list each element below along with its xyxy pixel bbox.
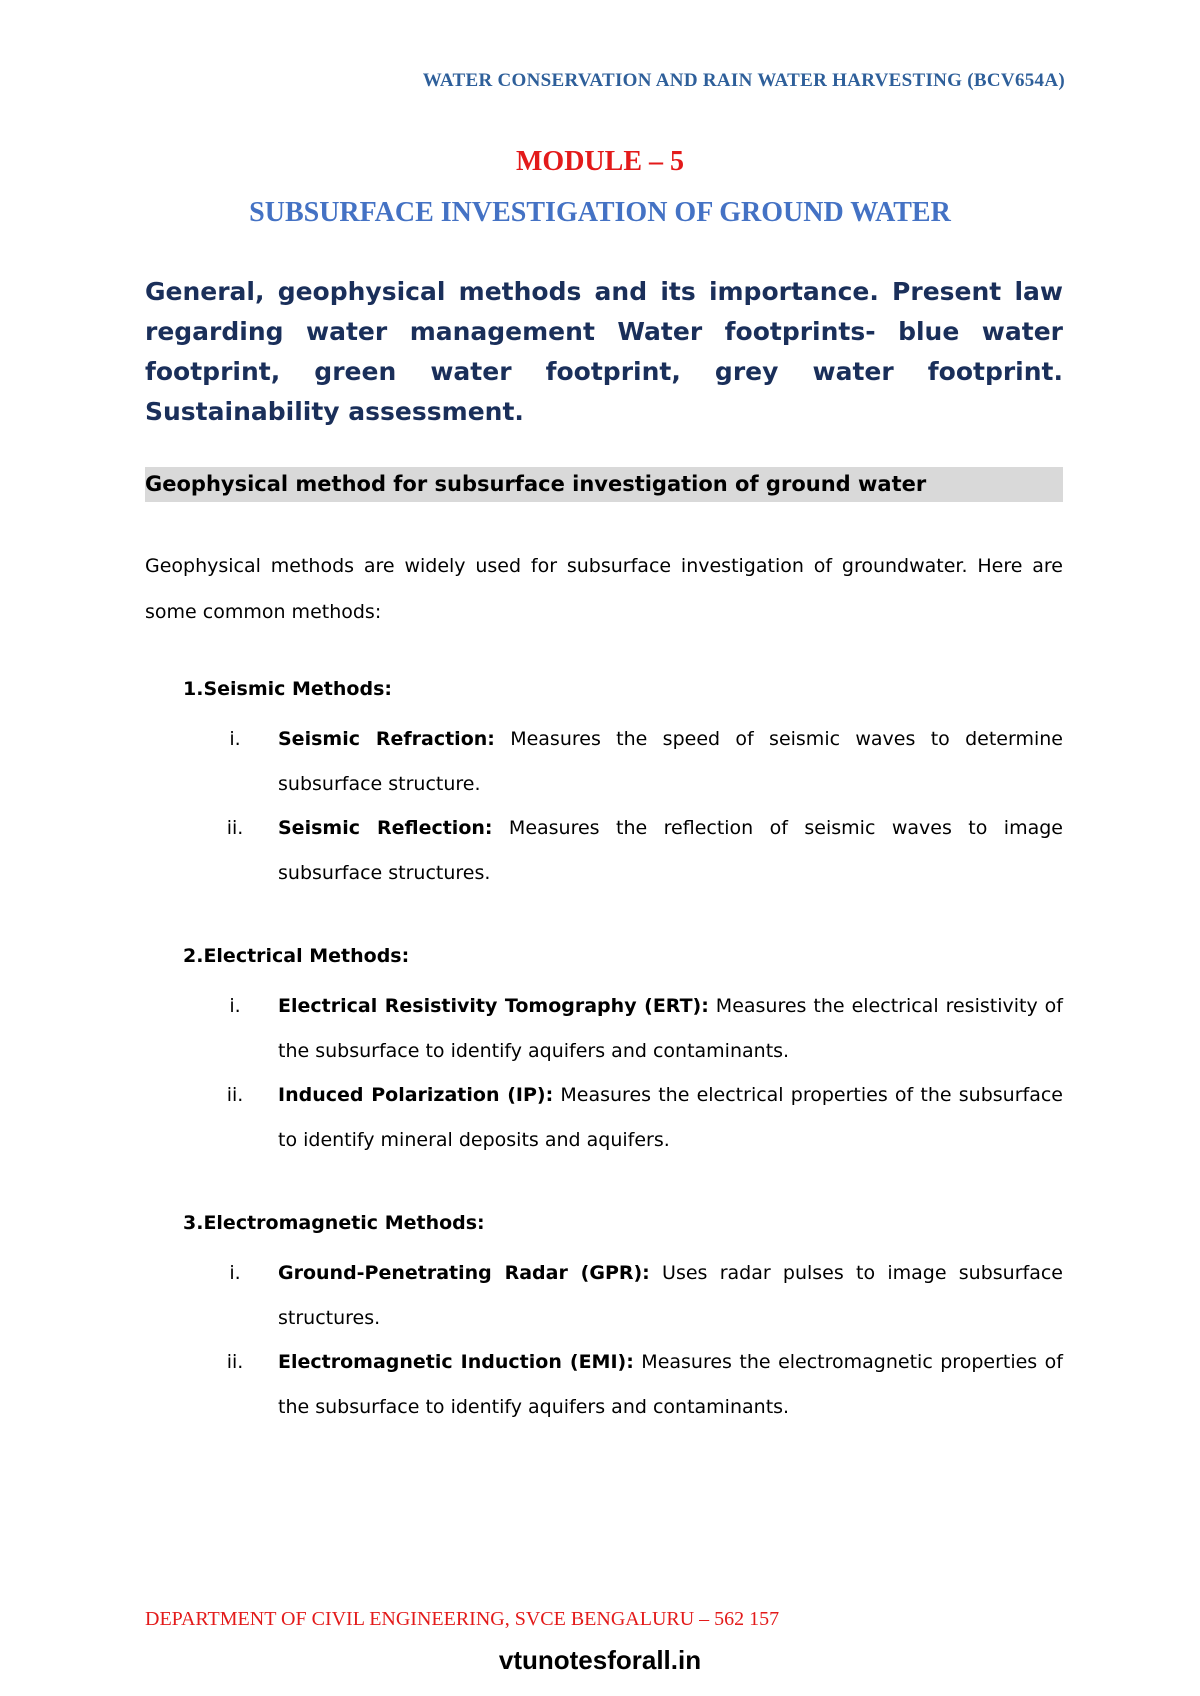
intro-paragraph: Geophysical methods are widely used for subsurface investigation of groundwater. Here are some common methods: bbox=[145, 555, 1063, 623]
item-description: Measures the electrical resistivity of the subsurface to identify aquifers and contaminants. bbox=[278, 995, 1063, 1062]
item-number: i. bbox=[229, 995, 241, 1017]
item-term: Ground-Penetrating Radar (GPR): bbox=[278, 1262, 650, 1284]
site-watermark: vtunotesforall.in bbox=[498, 1645, 702, 1675]
group-title-electromagnetic: 3.Electromagnetic Methods: bbox=[183, 1212, 485, 1234]
item-description: Measures the speed of seismic waves to determine subsurface structure. bbox=[278, 728, 1063, 795]
list-item bbox=[215, 984, 1063, 1074]
list-item bbox=[215, 1073, 1063, 1163]
item-number: i. bbox=[229, 1262, 241, 1284]
item-term: Seismic Reflection: bbox=[278, 817, 493, 839]
group-title-seismic: 1.Seismic Methods: bbox=[183, 678, 392, 700]
module-title: MODULE – 5 bbox=[516, 146, 684, 177]
item-description: Measures the electrical properties of the subsurface to identify mineral deposits and aquifers. bbox=[278, 1084, 1063, 1151]
item-term: Induced Polarization (IP): bbox=[278, 1084, 554, 1106]
page-footer: DEPARTMENT OF CIVIL ENGINEERING, SVCE BENGALURU – 562 157 bbox=[145, 1608, 780, 1630]
module-subtitle: SUBSURFACE INVESTIGATION OF GROUND WATER bbox=[249, 197, 951, 228]
list-item bbox=[215, 1251, 1063, 1341]
item-number: ii. bbox=[226, 1084, 244, 1106]
section-heading: Geophysical method for subsurface investigation of ground water bbox=[145, 472, 927, 496]
item-term: Electromagnetic Induction (EMI): bbox=[278, 1351, 634, 1373]
list-item bbox=[215, 717, 1063, 807]
item-term: Seismic Refraction: bbox=[278, 728, 495, 750]
module-summary: General, geophysical methods and its importance. Present law regarding water management Water footprints- blue water footprint, green water footprint, grey water footprint. Sustainability assessment. bbox=[145, 277, 1063, 426]
item-term: Electrical Resistivity Tomography (ERT): bbox=[278, 995, 709, 1017]
item-number: i. bbox=[229, 728, 241, 750]
group-title-electrical: 2.Electrical Methods: bbox=[183, 945, 410, 967]
item-number: ii. bbox=[226, 817, 244, 839]
list-item bbox=[215, 806, 1063, 896]
running-header: WATER CONSERVATION AND RAIN WATER HARVESTING (BCV654A) bbox=[422, 70, 1065, 91]
item-description: Uses radar pulses to image subsurface structures. bbox=[278, 1262, 1063, 1329]
item-description: Measures the electromagnetic properties of the subsurface to identify aquifers and contaminants. bbox=[278, 1351, 1063, 1418]
item-description: Measures the reflection of seismic waves to image subsurface structures. bbox=[278, 817, 1063, 884]
list-item bbox=[215, 1340, 1063, 1430]
item-number: ii. bbox=[226, 1351, 244, 1373]
